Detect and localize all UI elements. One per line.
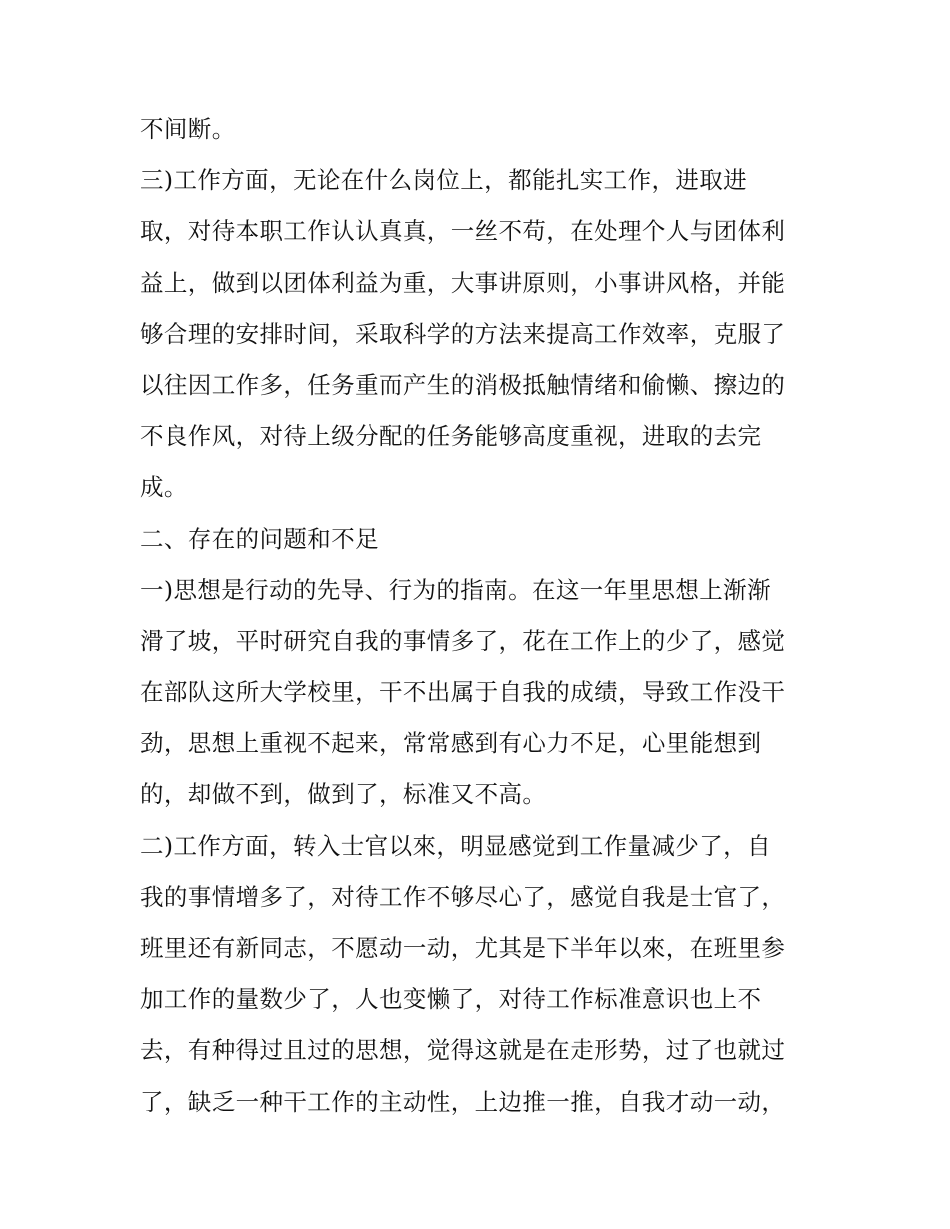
text-line: 滑了坡，平时研究自我的事情多了，花在工作上的少了，感觉 xyxy=(140,626,786,655)
text-line: 不间断。 xyxy=(140,115,236,143)
text-line: 二)工作方面，转入士官以來，明显感觉到工作量减少了，自 xyxy=(140,831,771,860)
text-line: 加工作的量数少了，人也变懒了，对待工作标准意识也上不 xyxy=(140,985,762,1014)
text-line: 我的事情增多了，对待工作不够尽心了，感觉自我是士官了， xyxy=(140,882,786,911)
text-line: 一)思想是行动的先导、行为的指南。在这一年里思想上渐渐 xyxy=(140,575,771,604)
text-line: 三)工作方面，无论在什么岗位上，都能扎实工作，进取进 xyxy=(140,166,748,195)
text-line: 取，对待本职工作认认真真，一丝不苟，在处理个人与团体利 xyxy=(140,217,786,246)
document-body xyxy=(140,104,820,1128)
text-line: 够合理的安排时间，采取科学的方法来提高工作效率，克服了 xyxy=(140,319,786,348)
text-line: 以往因工作多，任务重而产生的消极抵触情绪和偷懒、擦边的 xyxy=(140,370,786,399)
text-line: 了，缺乏一种干工作的主动性，上边推一推，自我才动一动， xyxy=(140,1087,786,1116)
text-line: 去，有种得过且过的思想，觉得这就是在走形势，过了也就过 xyxy=(140,1036,786,1065)
text-line: 的，却做不到，做到了，标准又不高。 xyxy=(140,780,547,809)
text-line: 益上，做到以团体利益为重，大事讲原则，小事讲风格，并能 xyxy=(140,268,786,297)
text-line: 班里还有新同志，不愿动一动，尤其是下半年以來，在班里参 xyxy=(140,934,786,962)
text-line: 在部队这所大学校里，干不出属于自我的成绩，导致工作没干 xyxy=(140,678,786,707)
text-line: 成。 xyxy=(140,473,188,502)
text-line: 不良作风，对待上级分配的任务能够高度重视，进取的去完 xyxy=(140,422,762,451)
section-heading: 二、存在的问题和不足 xyxy=(140,524,379,553)
text-line: 劲，思想上重视不起来，常常感到有心力不足，心里能想到 xyxy=(140,729,762,758)
